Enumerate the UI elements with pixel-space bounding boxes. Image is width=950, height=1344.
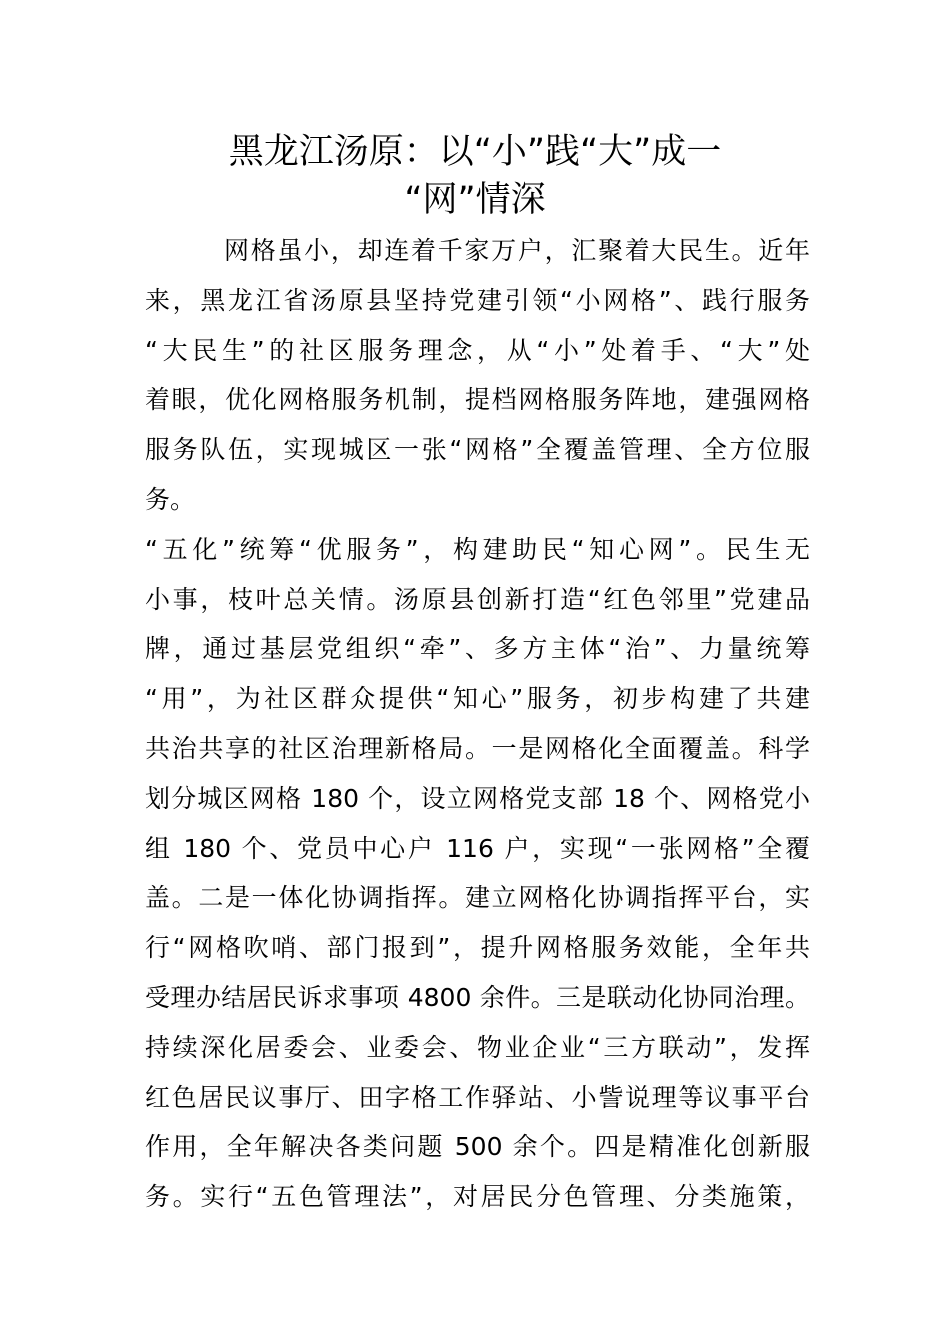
paragraph-line: 作用，全年解决各类问题 500 余个。四是精准化创新服 — [145, 1132, 810, 1162]
paragraph-line: 务。 — [145, 484, 196, 514]
paragraph-line: 务。实行“五色管理法”，对居民分色管理、分类施策， — [145, 1182, 810, 1212]
paragraph-line: 组 180 个、党员中心户 116 户，实现“一张网格”全覆 — [145, 833, 810, 863]
paragraph-line: “五化”统筹“优服务”，构建助民“知心网”。民生无 — [145, 534, 810, 564]
paragraph-line: 行“网格吹哨、部门报到”，提升网格服务效能，全年共 — [145, 933, 810, 963]
title-line: 黑龙江汤原：以“小”践“大”成一 — [228, 132, 722, 172]
paragraph-line: 小事，枝叶总关情。汤原县创新打造“红色邻里”党建品 — [145, 584, 810, 614]
document-body — [145, 226, 810, 1222]
paragraph-line: 来，黑龙江省汤原县坚持党建引领“小网格”、践行服务 — [145, 285, 810, 315]
paragraph-line: “大民生”的社区服务理念，从“小”处着手、“大”处 — [145, 335, 810, 365]
paragraph-line: 着眼，优化网格服务机制，提档网格服务阵地，建强网格 — [145, 385, 810, 415]
paragraph-line: 划分城区网格 180 个，设立网格党支部 18 个、网格党小 — [145, 783, 810, 813]
document-title — [0, 128, 950, 224]
title-line: “网”情深 — [404, 180, 546, 220]
paragraph-line: “用”，为社区群众提供“知心”服务，初步构建了共建 — [145, 684, 810, 714]
paragraph-line: 盖。二是一体化协调指挥。建立网格化协调指挥平台，实 — [145, 883, 810, 913]
paragraph-line: 网格虽小，却连着千家万户，汇聚着大民生。近年 — [224, 236, 810, 265]
paragraph-line: 共治共享的社区治理新格局。一是网格化全面覆盖。科学 — [145, 733, 810, 763]
paragraph-line: 牌，通过基层党组织“牵”、多方主体“治”、力量统筹 — [145, 634, 810, 664]
paragraph-line: 受理办结居民诉求事项 4800 余件。三是联动化协同治理。 — [145, 982, 810, 1012]
paragraph-line: 持续深化居委会、业委会、物业企业“三方联动”，发挥 — [145, 1032, 810, 1062]
paragraph-line: 服务队伍，实现城区一张“网格”全覆盖管理、全方位服 — [145, 435, 810, 465]
paragraph-line: 红色居民议事厅、田字格工作驿站、小訾说理等议事平台 — [145, 1082, 810, 1112]
